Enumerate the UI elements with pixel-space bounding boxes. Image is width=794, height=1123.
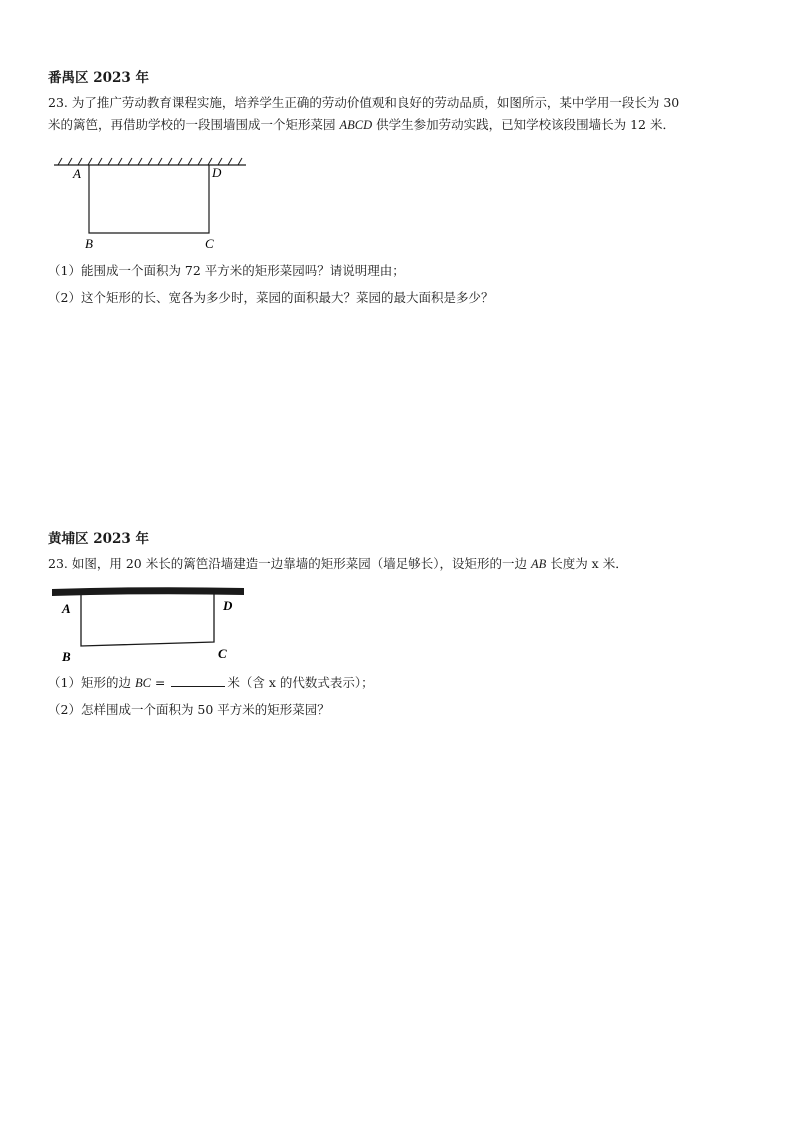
fence-rectangle	[89, 165, 209, 233]
vertex-label-a: A	[73, 166, 81, 181]
vertex-label-b: B	[62, 649, 71, 664]
sub1-suffix: 米（含 x 的代数式表示）；	[227, 675, 374, 690]
figure-rectangle-wall-thick	[50, 584, 260, 668]
subquestion-1-huangpu	[48, 673, 374, 693]
vertex-label-a: A	[62, 601, 71, 616]
question-line-1: 23. 为了推广劳动教育课程实施，培养学生正确的劳动价值观和良好的劳动品质，如图所示，某中学用一段长为 30	[48, 95, 680, 110]
vertex-label-d: D	[223, 598, 233, 613]
sub1-prefix: （1）矩形的边	[48, 675, 135, 690]
question-23-panyu	[48, 92, 748, 136]
wall-hatching	[58, 158, 242, 165]
subquestion-1-panyu: （1）能围成一个面积为 72 平方米的矩形菜园吗？请说明理由；	[48, 263, 405, 278]
subquestion-2-panyu: （2）这个矩形的长、宽各为多少时，菜园的面积最大？菜园的最大面积是多少？	[48, 290, 494, 305]
question-line-2-a: 米的篱笆，再借助学校的一段围墙围成一个矩形菜园	[48, 117, 340, 132]
question-var-abcd: ABCD	[339, 118, 373, 132]
sub1-eq: =	[150, 675, 170, 690]
sub1-var-bc: BC	[134, 676, 151, 690]
question-var-ab: AB	[530, 557, 547, 571]
question-line-2-b: 供学生参加劳动实践，已知学校该段围墙长为 12 米．	[372, 117, 675, 132]
question-text-b: 长度为 x 米．	[546, 556, 628, 571]
vertex-label-b: B	[85, 236, 93, 251]
question-23-huangpu	[48, 553, 748, 575]
subquestion-2-huangpu: （2）怎样围成一个面积为 50 平方米的矩形菜园？	[48, 702, 330, 717]
vertex-label-d: D	[212, 165, 222, 180]
fence-rectangle	[81, 593, 214, 646]
question-text-a: 23. 如图，用 20 米长的篱笆沿墙建造一边靠墙的矩形菜园（墙足够长），设矩形的一边	[48, 556, 531, 571]
section-title-panyu: 番禺区 2023 年	[48, 70, 149, 86]
answer-blank[interactable]	[171, 674, 225, 687]
vertex-label-c: C	[218, 646, 227, 661]
section-title-huangpu: 黄埔区 2023 年	[48, 531, 149, 547]
figure-rectangle-wall-hatched	[50, 154, 260, 254]
question-line-2	[48, 114, 748, 136]
vertex-label-c: C	[205, 236, 214, 251]
